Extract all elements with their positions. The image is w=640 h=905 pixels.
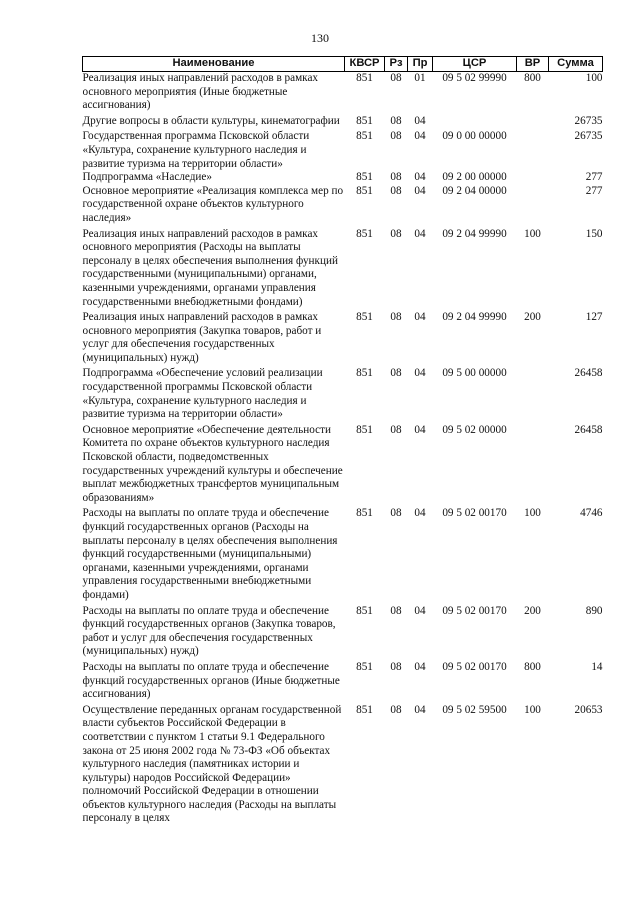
- cell-vr: 800: [524, 72, 541, 84]
- cell-vr: 800: [524, 660, 541, 673]
- cell-pr: 04: [414, 660, 426, 673]
- cell-kvsr: 851: [356, 171, 373, 184]
- cell-csr: 09 2 04 99990: [442, 227, 507, 240]
- cell-rz: 08: [390, 171, 402, 184]
- cell-sum: 150: [585, 227, 603, 240]
- column-header-sum: Сумма: [549, 57, 603, 72]
- cell-name: Расходы на выплаты по оплате труда и обеспечение функций государственных органов (Расходы на выплаты персоналу в целях обеспечения выполнения функций государственными (муниципальными) органами, казенными учреждениями, органами управления государственными внебюджетными фондами): [82, 507, 338, 601]
- column-header-csr: ЦСР: [433, 57, 517, 72]
- cell-vr: [517, 113, 549, 129]
- cell-csr: 09 5 02 00170: [442, 507, 507, 520]
- cell-sum: 277: [585, 184, 603, 197]
- cell-pr: 04: [414, 227, 426, 240]
- page-number: 130: [311, 31, 329, 45]
- cell-csr: 09 2 04 00000: [442, 184, 507, 197]
- cell-name: Подпрограмма «Обеспечение условий реализации государственной программы Псковской области «Культура, сохранение культурного наследия и развитие туризма на территории области»: [82, 367, 323, 421]
- cell-vr: 100: [524, 703, 541, 716]
- cell-pr: 04: [414, 130, 426, 143]
- cell-kvsr: 851: [356, 423, 373, 436]
- cell-kvsr: 851: [356, 114, 373, 127]
- cell-csr: 09 5 02 99990: [442, 72, 507, 84]
- cell-pr: 04: [414, 184, 426, 197]
- cell-name: Реализация иных направлений расходов в рамках основного мероприятия (Закупка товаров, работ и услуг для обеспечения государственных (муниципальных) нужд): [82, 311, 322, 364]
- cell-kvsr: 851: [356, 507, 373, 520]
- cell-csr: [433, 113, 517, 129]
- cell-name: Расходы на выплаты по оплате труда и обеспечение функций государственных органов (Иные бюджетные ассигнования): [82, 660, 340, 701]
- cell-csr: 09 5 02 00170: [442, 604, 507, 617]
- cell-rz: 08: [390, 660, 402, 673]
- budget-table: [82, 56, 603, 826]
- cell-vr: [517, 171, 549, 185]
- column-header-rz: Рз: [385, 57, 408, 72]
- cell-sum: 26735: [574, 130, 603, 143]
- cell-rz: 08: [390, 604, 402, 617]
- cell-vr: 100: [524, 227, 541, 240]
- cell-sum: 127: [585, 311, 603, 324]
- table-row: [83, 113, 603, 129]
- table-row: [83, 365, 603, 421]
- cell-pr: 04: [414, 423, 426, 436]
- cell-name: Подпрограмма «Наследие»: [82, 171, 212, 184]
- cell-sum: 26735: [574, 114, 603, 127]
- cell-kvsr: 851: [356, 660, 373, 673]
- cell-sum: 890: [585, 604, 603, 617]
- table-row: [83, 226, 603, 310]
- cell-vr: [517, 185, 549, 226]
- cell-name: Основное мероприятие «Обеспечение деятельности Комитета по охране объектов культурного наследия Псковской области, подведомственных государственных учреждений культуры и обеспечение выплат межбюджетных трансфертов муниципальным образованиям»: [82, 423, 343, 504]
- cell-csr: 09 5 02 59500: [442, 703, 507, 716]
- cell-name: Другие вопросы в области культуры, кинематографии: [82, 114, 340, 127]
- cell-sum: 14: [591, 660, 603, 673]
- cell-pr: 04: [414, 703, 426, 716]
- cell-rz: 08: [390, 703, 402, 716]
- table-row: [83, 702, 603, 826]
- column-header-name: Наименование: [83, 57, 345, 72]
- cell-name: Государственная программа Псковской области «Культура, сохранение культурного наследия и развитие туризма на территории области»: [82, 130, 310, 170]
- cell-name: Расходы на выплаты по оплате труда и обеспечение функций государственных органов (Закупка товаров, работ и услуг для обеспечения государственных (муниципальных) нужд): [82, 604, 336, 658]
- cell-sum: 20653: [574, 703, 603, 716]
- table-row: [83, 72, 603, 113]
- table-header-row: [83, 57, 603, 72]
- cell-csr: 09 0 00 00000: [442, 130, 507, 143]
- cell-pr: 04: [414, 114, 426, 127]
- cell-kvsr: 851: [356, 367, 373, 380]
- cell-vr: 100: [524, 507, 541, 520]
- table-row: [83, 171, 603, 185]
- cell-csr: 09 2 04 99990: [442, 311, 507, 324]
- cell-name: Реализация иных направлений расходов в рамках основного мероприятия (Иные бюджетные ассигнования): [82, 72, 319, 112]
- cell-name: Основное мероприятие «Реализация комплекса мер по государственной охране объектов культурного наследия»: [82, 184, 344, 224]
- cell-name: Осуществление переданных органам государственной власти субъектов Российской Федерации в соответствии с пунктом 1 статьи 9.1 Федерального закона от 25 июня 2002 года № 73-ФЗ «Об объектах культурного наследия (памятниках истории и культуры) народов Российской Федерации» полномочий Российской Федерации в отношении объектов культурного наследия (Расходы на выплаты персоналу в целях: [82, 703, 342, 825]
- cell-rz: 08: [390, 72, 402, 84]
- cell-kvsr: 851: [356, 72, 373, 84]
- cell-rz: 08: [390, 130, 402, 143]
- cell-csr: 09 5 02 00000: [442, 423, 507, 436]
- cell-pr: 04: [414, 507, 426, 520]
- table-body: [83, 72, 603, 827]
- cell-kvsr: 851: [356, 130, 373, 143]
- table-row: [83, 422, 603, 506]
- cell-pr: 04: [414, 367, 426, 380]
- cell-kvsr: 851: [356, 604, 373, 617]
- cell-sum: 4746: [580, 507, 603, 520]
- cell-kvsr: 851: [356, 227, 373, 240]
- table-row: [83, 128, 603, 171]
- cell-csr: 09 5 00 00000: [442, 367, 507, 380]
- cell-kvsr: 851: [356, 703, 373, 716]
- cell-rz: 08: [390, 507, 402, 520]
- cell-kvsr: 851: [356, 311, 373, 324]
- cell-pr: 04: [414, 311, 426, 324]
- cell-vr: [517, 422, 549, 506]
- cell-kvsr: 851: [356, 184, 373, 197]
- table-row: [83, 309, 603, 365]
- cell-rz: 08: [390, 184, 402, 197]
- cell-rz: 08: [390, 311, 402, 324]
- cell-name: Реализация иных направлений расходов в рамках основного мероприятия (Расходы на выплаты персоналу в целях обеспечения выполнения функций государственными (муниципальными) органами, казенными учреждениями, органами управления государственными внебюджетными фондами): [82, 227, 338, 308]
- cell-sum: 26458: [574, 367, 603, 380]
- column-header-vr: ВР: [517, 57, 549, 72]
- cell-vr: [517, 128, 549, 171]
- column-header-pr: Пр: [408, 57, 433, 72]
- cell-csr: 09 2 00 00000: [442, 171, 507, 184]
- cell-csr: 09 5 02 00170: [442, 660, 507, 673]
- table-row: [83, 603, 603, 659]
- table-row: [83, 505, 603, 602]
- cell-sum: 277: [585, 171, 603, 184]
- cell-pr: 04: [414, 171, 426, 184]
- cell-pr: 04: [414, 604, 426, 617]
- cell-vr: 200: [524, 604, 541, 617]
- table-row: [83, 659, 603, 702]
- cell-rz: 08: [390, 227, 402, 240]
- cell-sum: 100: [585, 72, 603, 84]
- cell-vr: 200: [524, 311, 541, 324]
- cell-rz: 08: [390, 423, 402, 436]
- table-row: [83, 185, 603, 226]
- cell-rz: 08: [390, 367, 402, 380]
- cell-rz: 08: [390, 114, 402, 127]
- cell-vr: [517, 365, 549, 421]
- cell-pr: 01: [414, 72, 426, 84]
- cell-sum: 26458: [574, 423, 603, 436]
- column-header-kvsr: КВСР: [345, 57, 385, 72]
